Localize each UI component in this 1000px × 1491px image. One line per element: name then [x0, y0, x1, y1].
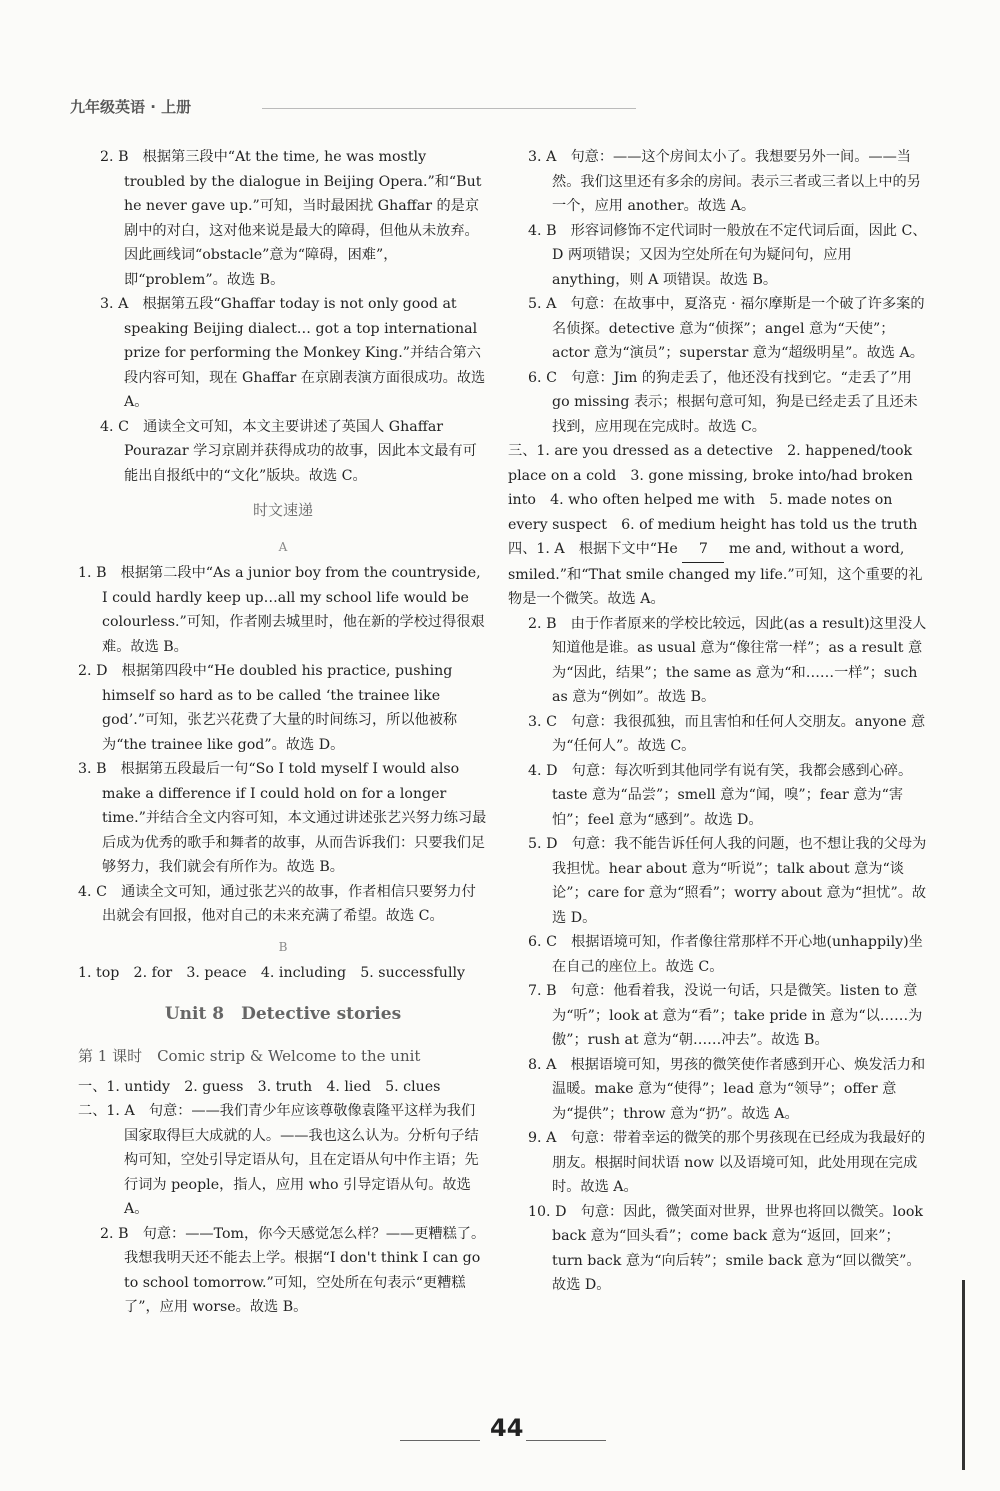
- answer-item: 4. C 通读全文可知，本文主要讲述了英国人 Ghaffar Pourazar 学习京剧并获得成功的故事，因此本文最有可能出自报纸中的“文化”版块。故选 C。: [100, 418, 477, 484]
- answer-item: 5. D 句意：我不能告诉任何人我的问题，也不想让我的父母为我担忧。hear about 意为“听说”；talk about 意为“谈论”；care for 意为“照看”；worry about 意为“担忧”。故选 D。: [528, 836, 927, 926]
- unit-title: Unit 8 Detective stories: [164, 1003, 402, 1024]
- section-title: 时文速递: [252, 501, 313, 519]
- section-sub-a: A: [278, 539, 288, 554]
- answer-item: 3. C 句意：我很孤独，而且害怕和任何人交朋友。anyone 意为“任何人”。故选 C。: [528, 713, 926, 754]
- answer-item: 7. B 句意：他看着我，没说一句话，只是微笑。listen to 意为“听”；look at 意为“看”；take pride in 意为“以……为傲”；rush at 意为“朝……冲去”。故选 B。: [528, 983, 923, 1048]
- answer-item: 9. A 句意：带着幸运的微笑的那个男孩现在已经成为我最好的朋友。根据时间状语 now 以及语境可知，此处用现在完成时。故选 A。: [528, 1130, 926, 1195]
- left-column: [78, 145, 488, 1320]
- answer-item: 2. B 句意：——Tom，你今天感觉怎么样？——更糟糕了。我想我明天还不能去上学。根据“I don't think I can go to school tomorrow.”可知，空处所在句表示“更糟糕了”，应用 worse。故选 B。: [100, 1225, 486, 1315]
- running-header: 九年级英语 · 上册: [70, 98, 192, 116]
- answer-item: 10. D 句意：因此，微笑面对世界，世界也将回以微笑。look back 意为“回头看”；come back 意为“返回，回来”；turn back 意为“向后转”；smile back 意为“回以微笑”。故选 D。: [528, 1203, 924, 1293]
- answer-line: 1. top 2. for 3. peace 4. including 5. successfully: [78, 965, 466, 981]
- header-rule: [262, 108, 636, 109]
- answer-item: 3. A 句意：——这个房间太小了。我想要另外一间。——当然。我们这里还有多余的房间。表示三者或三者以上中的另一个，应用 another。故选 A。: [528, 149, 921, 214]
- answer-item: 4. B 形容词修饰不定代词时一般放在不定代词后面，因此 C、D 两项错误；又因为空处所在句为疑问句，应用 anything，则 A 项错误。故选 B。: [528, 222, 927, 288]
- answer-item: 4. D 句意：每次听到其他同学有说有笑，我都会感到心碎。taste 意为“品尝”；smell 意为“闻，嗅”；fear 意为“害怕”；feel 意为“感到”。故选 D。: [528, 762, 913, 828]
- answer-blank: 7: [682, 537, 724, 563]
- page-number-rule-right: [526, 1440, 606, 1441]
- answer-line: 一、1. untidy 2. guess 3. truth 4. lied 5. clues: [78, 1078, 441, 1095]
- page-number: 44: [490, 1414, 524, 1442]
- answer-item: 5. A 句意：在故事中，夏洛克 · 福尔摩斯是一个破了许多案的名侦探。detective 意为“侦探”；angel 意为“天使”；actor 意为“演员”；superstar 意为“超级明星”。故选 A。: [528, 296, 925, 361]
- answer-block: 三、1. are you dressed as a detective 2. happened/took place on a cold 3. gone missing, broke into/had broken into 4. who often helped me with 5. made notes on every suspect 6. of medium height has told us the truth: [508, 443, 918, 533]
- answer-item: 四、1. A 根据下文中“He 7 me and, without a word, smiled.”和“That smile changed my life.”可知，这个重要的礼物是一个微笑。故选 A。: [508, 537, 930, 612]
- answer-item: 6. C 句意：Jim 的狗走丢了，他还没有找到它。“走丢了”用 go missing 表示；根据句意可知，狗是已经走丢了且还未找到，应用现在完成时。故选 C。: [528, 369, 918, 435]
- page-number-rule-left: [400, 1440, 480, 1441]
- answer-item: 2. D 根据第四段中“He doubled his practice, pushing himself so hard as to be called ‘the trainee like god’.”可知，张艺兴花费了大量的时间练习，所以他被称为“the trainee like god”。故选 D。: [78, 663, 458, 753]
- answer-item: 6. C 根据语境可知，作者像往常那样不开心地(unhappily)坐在自己的座位上。故选 C。: [528, 934, 923, 975]
- right-column: [508, 145, 930, 1298]
- answer-item: 3. B 根据第五段最后一句“So I told myself I would also make a difference if I could hold on for a longer time.”并结合全文内容可知，本文通过讲述张艺兴努力练习最后成为优秀的歌手和舞者的故事，从而告诉我们：只要我们足够努力，我们就会有所作为。故选 B。: [78, 761, 487, 875]
- section-sub-b: B: [278, 939, 288, 954]
- answer-item: 二、1. A 句意：——我们青少年应该尊敬像袁隆平这样为我们国家取得巨大成就的人。——我也这么认为。分析句子结构可知，空处引导定语从句，且在定语从句中作主语；先行词为 people，指人，应用 who 引导定语从句。故选 A。: [78, 1103, 479, 1217]
- answer-item: 3. A 根据第五段“Ghaffar today is not only good at speaking Beijing dialect… got a top international prize for performing the Monkey King.”并结合第六段内容可知，现在 Ghaffar 在京剧表演方面很成功。故选 A。: [100, 296, 486, 410]
- answer-item: 2. B 由于作者原来的学校比较远，因此(as a result)这里没人知道他是谁。as usual 意为“像往常一样”；as a result 意为“因此，结果”；the same as 意为“和……一样”；such as 意为“例如”。故选 B。: [528, 615, 927, 705]
- margin-rule: [962, 1280, 965, 1470]
- answer-item: 1. B 根据第二段中“As a junior boy from the countryside, I could hardly keep up…all my school life would be colourless.”可知，作者刚去城里时，他在新的学校过得很艰难。故选 B。: [78, 565, 485, 655]
- answer-item: 4. C 通读全文可知，通过张艺兴的故事，作者相信只要努力付出就会有回报，他对自己的未来充满了希望。故选 C。: [78, 883, 476, 924]
- answer-item: 8. A 根据语境可知，男孩的微笑使作者感到开心、焕发活力和温暖。make 意为“使得”；lead 意为“领导”；offer 意为“提供”；throw 意为“扔”。故选 A。: [528, 1056, 926, 1122]
- lesson-title: 第 1 课时 Comic strip & Welcome to the unit: [78, 1047, 421, 1065]
- answer-item: 2. B 根据第三段中“At the time, he was mostly troubled by the dialogue in Beijing Opera.”和“But he never gave up.”可知，当时最困扰 Ghaffar 的是京剧中的对白，这对他来说是最大的障碍，但他从未放弃。因此画线词“obstacle”意为“障碍，困难”，即“problem”。故选 B。: [100, 149, 482, 288]
